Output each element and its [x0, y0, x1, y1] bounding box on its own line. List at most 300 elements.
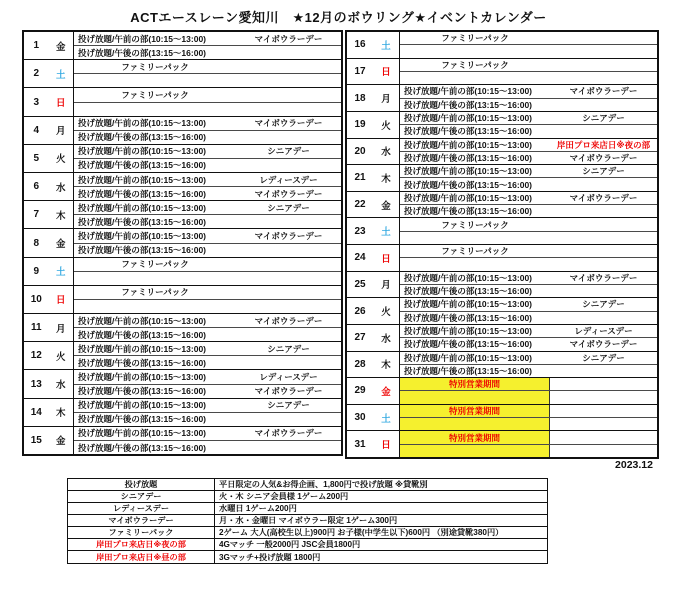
event-sub-row [74, 145, 341, 159]
legend-row [68, 515, 547, 527]
day-cell [347, 165, 400, 191]
schedule-cell: 投げ放題/午後の部(13:15～16:00) [404, 339, 533, 350]
event-sub-row [74, 187, 341, 200]
day-number: 12 [30, 350, 42, 362]
event-name-cell [550, 45, 657, 57]
legend-description: 2ゲーム 大人(高校生以上)900円 お子様(中学生以下)600円 （別途貸靴380円） [219, 528, 504, 537]
day-cell [24, 173, 74, 200]
event-name-cell: マイボウラーデー [254, 33, 323, 44]
day-events [74, 88, 341, 115]
event-name-cell [236, 74, 341, 87]
legend-term: 岸田プロ来店日※昼の部 [68, 551, 215, 563]
day-row-13 [24, 370, 341, 398]
event-name-cell: 岸田プロ来店日※夜の部 [556, 139, 651, 150]
schedule-cell: 投げ放題/午後の部(13:15～16:00) [78, 216, 207, 227]
event-sub-row [400, 431, 657, 444]
event-name-cell: レディースデー [259, 371, 318, 382]
day-row-20 [347, 139, 657, 166]
day-of-week: 日 [55, 295, 66, 307]
day-of-week: 火 [55, 154, 66, 166]
event-name-cell [236, 258, 341, 271]
event-name-cell [550, 205, 657, 217]
day-cell [347, 85, 400, 111]
day-events [74, 201, 341, 228]
day-of-week: 水 [55, 182, 66, 194]
event-sub-row [74, 370, 341, 384]
day-of-week: 木 [381, 173, 391, 185]
legend-row [68, 491, 547, 503]
schedule-cell: 投げ放題/午後の部(13:15～16:00) [78, 386, 207, 397]
schedule-cell: 投げ放題/午前の部(10:15～13:00) [78, 230, 207, 241]
day-events [400, 245, 657, 271]
day-of-week: 金 [55, 436, 66, 448]
day-row-16 [347, 32, 657, 59]
event-sub-row [74, 286, 341, 300]
day-row-10 [24, 286, 341, 314]
day-row-23 [347, 218, 657, 245]
schedule-cell [400, 72, 550, 84]
schedule-cell: 投げ放題/午前の部(10:15～13:00) [78, 146, 207, 157]
day-row-22 [347, 192, 657, 219]
event-sub-row [400, 418, 657, 430]
event-sub-row [400, 391, 657, 403]
event-sub-row [74, 413, 341, 426]
day-of-week: 土 [381, 40, 391, 52]
day-number: 22 [354, 199, 366, 211]
schedule-cell [400, 232, 550, 244]
event-sub-row [400, 32, 657, 45]
event-sub-row [400, 365, 657, 377]
legend-term: 岸田プロ来店日※夜の部 [68, 539, 215, 550]
day-events [400, 298, 657, 324]
day-row-15 [24, 427, 341, 454]
event-sub-row [74, 159, 341, 172]
day-of-week: 月 [55, 323, 66, 335]
schedule-cell [74, 74, 236, 87]
event-sub-row [400, 312, 657, 324]
day-events [74, 145, 341, 172]
day-number: 27 [354, 332, 366, 344]
day-events [74, 370, 341, 397]
day-events [74, 427, 341, 454]
day-of-week: 月 [381, 280, 391, 292]
schedule-cell: 投げ放題/午後の部(13:15～16:00) [78, 442, 207, 453]
schedule-cell: 投げ放題/午後の部(13:15～16:00) [78, 188, 207, 199]
event-name-cell [550, 99, 657, 111]
day-events [74, 32, 341, 59]
day-row-4 [24, 117, 341, 145]
event-sub-row [400, 99, 657, 111]
schedule-cell [400, 391, 550, 403]
day-events [400, 272, 657, 298]
day-number: 31 [354, 438, 366, 450]
legend-term: 投げ放題 [68, 479, 215, 490]
event-sub-row [400, 352, 657, 365]
event-name-cell [550, 365, 657, 377]
event-sub-row [400, 272, 657, 285]
day-number: 30 [354, 412, 366, 424]
event-sub-row [74, 300, 341, 313]
event-name-cell: シニアデー [582, 166, 625, 177]
legend-term: レディースデー [68, 503, 215, 514]
day-of-week: 日 [381, 440, 391, 452]
schedule-cell: 投げ放題/午前の部(10:15～13:00) [404, 299, 533, 310]
event-name-cell [236, 131, 341, 144]
day-number: 19 [354, 119, 366, 131]
schedule-cell: 投げ放題/午後の部(13:15～16:00) [404, 312, 533, 323]
day-events [74, 60, 341, 87]
day-number: 16 [354, 39, 366, 51]
day-of-week: 日 [55, 98, 66, 109]
event-sub-row [74, 385, 341, 398]
day-of-week: 月 [381, 94, 391, 106]
event-sub-row [400, 298, 657, 311]
schedule-cell: 投げ放題/午後の部(13:15～16:00) [404, 99, 533, 110]
event-name-cell: マイボウラーデー [569, 339, 638, 350]
event-name-cell [550, 431, 657, 443]
legend-description: 水曜日 1ゲーム200円 [219, 504, 297, 513]
event-name-cell [550, 258, 657, 270]
day-events [400, 431, 657, 457]
day-cell [347, 218, 400, 244]
event-name-cell [236, 244, 341, 257]
event-sub-row [400, 165, 657, 178]
day-cell [24, 370, 74, 397]
legend-term: シニアデー [68, 491, 215, 502]
schedule-cell: 投げ放題/午後の部(13:15～16:00) [404, 179, 533, 190]
day-row-26 [347, 298, 657, 325]
event-sub-row [74, 173, 341, 187]
schedule-cell: 投げ放題/午後の部(13:15～16:00) [404, 365, 533, 376]
day-row-18 [347, 85, 657, 112]
event-sub-row [74, 32, 341, 46]
event-sub-row [74, 342, 341, 356]
day-row-11 [24, 314, 341, 342]
day-events [74, 286, 341, 313]
day-row-21 [347, 165, 657, 192]
event-sub-row [400, 59, 657, 72]
event-name-cell [550, 72, 657, 84]
schedule-cell: 投げ放題/午前の部(10:15～13:00) [404, 139, 533, 150]
schedule-cell: ファミリーパック [121, 287, 189, 298]
day-row-29 [347, 378, 657, 405]
schedule-cell [74, 103, 236, 116]
day-number: 18 [354, 92, 366, 104]
day-of-week: 木 [55, 408, 66, 420]
day-of-week: 水 [381, 147, 391, 159]
day-cell [24, 258, 74, 285]
event-sub-row [74, 215, 341, 228]
day-events [74, 117, 341, 144]
day-number: 7 [33, 209, 40, 221]
schedule-cell: 投げ放題/午前の部(10:15～13:00) [404, 272, 533, 283]
day-of-week: 火 [381, 120, 391, 132]
event-name-cell [236, 328, 341, 341]
event-name-cell: シニアデー [267, 343, 310, 354]
legend-row [68, 551, 547, 563]
event-sub-row [400, 178, 657, 190]
legend-term: ファミリーパック [68, 527, 215, 538]
day-events [400, 139, 657, 165]
day-cell [347, 192, 400, 218]
event-name-cell [236, 159, 341, 172]
event-name-cell [550, 418, 657, 430]
day-events [400, 85, 657, 111]
day-number: 11 [30, 322, 42, 334]
event-name-cell [550, 312, 657, 324]
day-row-2 [24, 60, 341, 88]
day-row-30 [347, 405, 657, 432]
event-name-cell [550, 32, 657, 44]
event-name-cell [550, 391, 657, 403]
day-row-19 [347, 112, 657, 139]
day-row-25 [347, 272, 657, 299]
event-sub-row [74, 441, 341, 454]
event-name-cell [236, 88, 341, 101]
event-sub-row [400, 192, 657, 205]
day-events [400, 378, 657, 404]
event-sub-row [400, 152, 657, 164]
day-cell [347, 245, 400, 271]
schedule-cell [74, 272, 236, 285]
event-name-cell: シニアデー [267, 400, 310, 411]
legend-table [67, 478, 548, 564]
event-sub-row [400, 45, 657, 57]
event-name-cell: シニアデー [267, 202, 310, 213]
schedule-cell: 投げ放題/午前の部(10:15～13:00) [78, 118, 207, 129]
day-cell [347, 378, 400, 404]
event-name-cell: レディースデー [259, 174, 318, 185]
event-sub-row [400, 85, 657, 98]
day-of-week: 土 [55, 267, 66, 279]
event-name-cell [236, 286, 341, 299]
day-number: 10 [30, 293, 42, 305]
schedule-cell: 投げ放題/午後の部(13:15～16:00) [78, 329, 207, 340]
day-cell [24, 60, 74, 87]
schedule-cell: ファミリーパック [121, 259, 189, 270]
event-sub-row [400, 125, 657, 137]
schedule-cell: 投げ放題/午前の部(10:15～13:00) [404, 113, 533, 124]
day-of-week: 月 [55, 126, 66, 138]
day-cell [24, 201, 74, 228]
day-of-week: 木 [381, 360, 391, 372]
legend-row [68, 503, 547, 515]
day-number: 1 [33, 40, 40, 52]
day-cell [347, 59, 400, 85]
day-number: 4 [33, 124, 40, 136]
schedule-cell: ファミリーパック [441, 246, 509, 257]
event-sub-row [74, 356, 341, 369]
event-name-cell [236, 356, 341, 369]
legend-description: 火・木 シニア会員様 1ゲーム200円 [219, 492, 349, 501]
event-sub-row [74, 258, 341, 272]
event-name-cell [550, 378, 657, 390]
day-cell [24, 229, 74, 256]
day-row-31 [347, 431, 657, 457]
schedule-cell: 投げ放題/午前の部(10:15～13:00) [78, 174, 207, 185]
schedule-cell: 投げ放題/午前の部(10:15～13:00) [404, 326, 533, 337]
legend-description: 3Gマッチ+投げ放題 1800円 [219, 552, 321, 562]
event-name-cell: マイボウラーデー [569, 272, 638, 283]
schedule-cell [400, 45, 550, 57]
schedule-cell [400, 418, 550, 430]
day-of-week: 土 [381, 227, 391, 239]
day-row-12 [24, 342, 341, 370]
day-of-week: 日 [381, 67, 391, 79]
event-sub-row [400, 338, 657, 350]
event-sub-row [74, 314, 341, 328]
event-sub-row [74, 74, 341, 87]
day-events [400, 32, 657, 58]
day-of-week: 日 [381, 253, 391, 265]
event-sub-row [400, 258, 657, 270]
day-row-17 [347, 59, 657, 86]
day-events [400, 405, 657, 431]
event-name-cell [550, 218, 657, 230]
schedule-cell: 投げ放題/午前の部(10:15～13:00) [78, 315, 207, 326]
event-sub-row [400, 378, 657, 391]
schedule-cell: 投げ放題/午後の部(13:15～16:00) [78, 160, 207, 171]
event-sub-row [400, 112, 657, 125]
event-name-cell: マイボウラーデー [569, 152, 638, 163]
event-name-cell [236, 441, 341, 454]
schedule-cell [400, 258, 550, 270]
schedule-cell: 投げ放題/午前の部(10:15～13:00) [78, 33, 207, 44]
legend-description: 月・水・金曜日 マイボウラー限定 1ゲーム300円 [219, 516, 398, 525]
day-of-week: 水 [55, 380, 66, 392]
event-sub-row [74, 272, 341, 285]
day-cell [347, 272, 400, 298]
day-cell [347, 298, 400, 324]
day-number: 8 [33, 237, 40, 249]
day-of-week: 火 [55, 351, 66, 363]
legend-description: 4Gマッチ 一般2000円 JSC会員1800円 [219, 540, 361, 549]
schedule-cell: ファミリーパック [441, 59, 509, 70]
schedule-cell [400, 445, 550, 457]
schedule-cell: 投げ放題/午後の部(13:15～16:00) [78, 245, 207, 256]
schedule-cell: 特別営業期間 [400, 405, 550, 417]
schedule-cell: 投げ放題/午後の部(13:15～16:00) [78, 414, 207, 425]
event-sub-row [74, 60, 341, 74]
day-of-week: 火 [381, 307, 391, 319]
event-name-cell: マイボウラーデー [254, 188, 323, 199]
page-title: ACTエースレーン愛知川 ★12月のボウリング★イベントカレンダー [130, 10, 547, 25]
day-cell [24, 88, 74, 115]
event-name-cell: マイボウラーデー [569, 86, 638, 97]
schedule-cell: ファミリーパック [121, 61, 189, 72]
schedule-cell: 投げ放題/午前の部(10:15～13:00) [78, 400, 207, 411]
day-row-28 [347, 352, 657, 379]
event-name-cell [550, 285, 657, 297]
event-name-cell: シニアデー [582, 113, 625, 124]
day-number: 15 [30, 434, 42, 446]
event-name-cell [550, 178, 657, 190]
event-sub-row [74, 328, 341, 341]
legend-row [68, 539, 547, 551]
schedule-cell: ファミリーパック [441, 219, 509, 230]
day-row-7 [24, 201, 341, 229]
day-events [400, 165, 657, 191]
day-cell [24, 145, 74, 172]
schedule-cell: 投げ放題/午前の部(10:15～13:00) [78, 428, 207, 439]
day-row-8 [24, 229, 341, 257]
day-number: 24 [354, 252, 366, 264]
event-name-cell: マイボウラーデー [254, 118, 323, 129]
legend-term: マイボウラーデー [68, 515, 215, 526]
day-number: 26 [354, 305, 366, 317]
day-events [74, 258, 341, 285]
day-of-week: 土 [55, 69, 66, 81]
event-name-cell [236, 413, 341, 426]
day-row-6 [24, 173, 341, 201]
event-sub-row [74, 399, 341, 413]
schedule-cell: 投げ放題/午前の部(10:15～13:00) [404, 86, 533, 97]
day-cell [24, 286, 74, 313]
day-cell [24, 399, 74, 426]
schedule-cell: 投げ放題/午前の部(10:15～13:00) [78, 343, 207, 354]
schedule-cell: ファミリーパック [121, 89, 189, 100]
day-number: 9 [33, 265, 40, 277]
schedule-cell: 特別営業期間 [400, 431, 550, 443]
day-number: 2 [33, 68, 40, 80]
day-of-week: 土 [381, 413, 391, 425]
calendar-month-label: 2023.12 [615, 459, 653, 471]
event-sub-row [400, 232, 657, 244]
day-events [400, 112, 657, 138]
day-events [400, 192, 657, 218]
schedule-cell [74, 300, 236, 313]
event-sub-row [400, 325, 657, 338]
day-events [400, 352, 657, 378]
day-cell [347, 32, 400, 58]
day-cell [24, 342, 74, 369]
day-number: 3 [33, 96, 40, 108]
event-name-cell: マイボウラーデー [254, 386, 323, 397]
day-row-5 [24, 145, 341, 173]
day-events [74, 314, 341, 341]
event-name-cell: マイボウラーデー [254, 315, 323, 326]
event-name-cell [236, 272, 341, 285]
event-name-cell [236, 215, 341, 228]
event-name-cell [236, 300, 341, 313]
event-name-cell [550, 245, 657, 257]
day-cell [347, 139, 400, 165]
event-sub-row [400, 285, 657, 297]
legend-description: 平日限定の人気&お得企画、1,800円で投げ放題 ※貸靴別 [219, 480, 428, 489]
day-cell [24, 117, 74, 144]
event-sub-row [74, 229, 341, 243]
day-events [400, 218, 657, 244]
schedule-cell: 投げ放題/午前の部(10:15～13:00) [404, 352, 533, 363]
event-sub-row [74, 131, 341, 144]
day-number: 13 [30, 378, 42, 390]
day-cell [24, 427, 74, 454]
day-number: 29 [354, 385, 366, 397]
day-events [74, 399, 341, 426]
event-sub-row [74, 201, 341, 215]
day-row-27 [347, 325, 657, 352]
day-number: 6 [33, 181, 40, 193]
day-row-24 [347, 245, 657, 272]
event-name-cell [550, 59, 657, 71]
event-name-cell [550, 232, 657, 244]
day-cell [347, 431, 400, 457]
day-events [400, 325, 657, 351]
day-number: 5 [33, 152, 40, 164]
day-row-14 [24, 399, 341, 427]
day-cell [24, 32, 74, 59]
day-cell [347, 112, 400, 138]
